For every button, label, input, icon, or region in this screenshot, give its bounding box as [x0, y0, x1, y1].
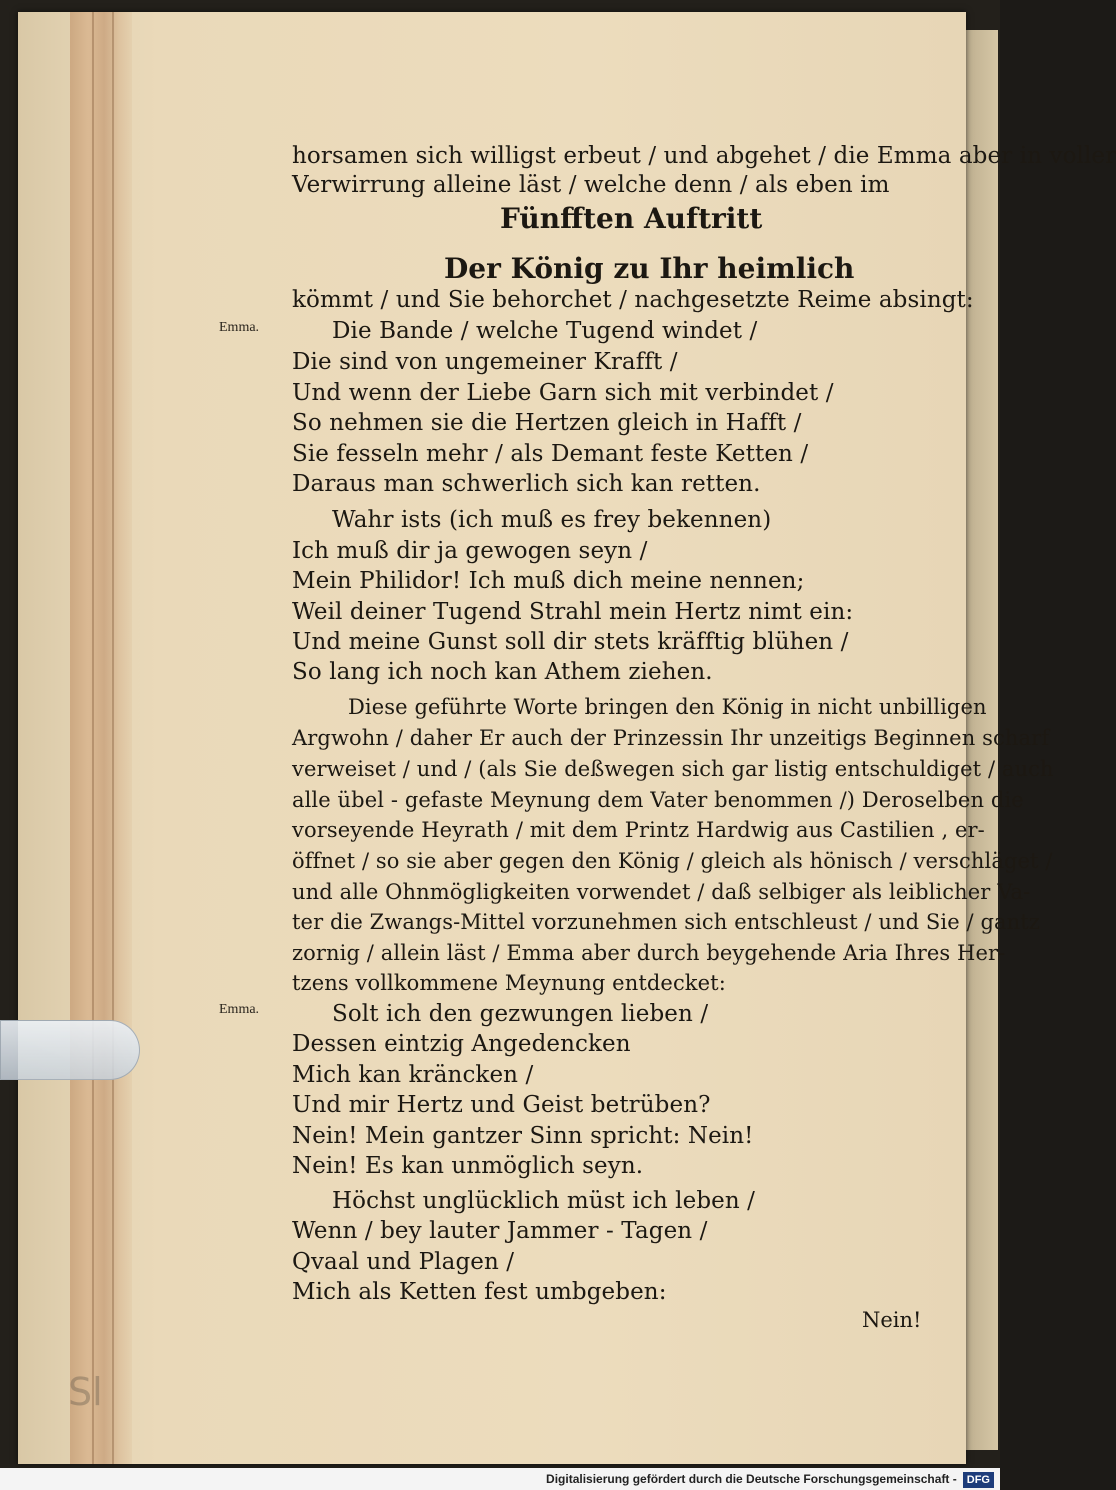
verse-line: Mein Philidor! Ich muß dich meine nennen; [292, 568, 805, 594]
prose-line: öffnet / so sie aber gegen den König / gleich als hönisch / verschläget / [292, 849, 1053, 873]
funding-note: Digitalisierung gefördert durch die Deutsche Forschungsgemeinschaft - [546, 1472, 957, 1486]
catchword: Nein! [862, 1308, 922, 1332]
verse-line: Sie fesseln mehr / als Demant feste Ketten / [292, 441, 809, 467]
verse-line: Die sind von ungemeiner Krafft / [292, 349, 678, 375]
verse-line: Wahr ists (ich muß es frey bekennen) [332, 507, 772, 533]
scene-heading: Fünfften Auftritt [500, 202, 763, 235]
footer-bar [0, 1468, 1000, 1490]
binding-crease [92, 12, 94, 1464]
scene-subheading: Der König zu Ihr heimlich [444, 252, 855, 285]
text-line: Verwirrung alleine läst / welche denn / als eben im [292, 172, 890, 198]
verse-line: So lang ich noch kan Athem ziehen. [292, 659, 713, 685]
scene-direction: kömmt / und Sie behorchet / nachgesetzte Reime absingt: [292, 287, 974, 313]
verse-line: Nein! Es kan unmöglich seyn. [292, 1153, 644, 1179]
verse-line: Mich kan kräncken / [292, 1062, 534, 1088]
verse-line: Dessen eintzig Angedencken [292, 1031, 631, 1057]
prose-line: vorseyende Heyrath / mit dem Printz Hardwig aus Castilien , er- [292, 818, 985, 842]
prose-line: alle übel - gefaste Meynung dem Vater benommen /) Deroselben die [292, 788, 1024, 812]
verse-line: Ich muß dir ja gewogen seyn / [292, 538, 648, 564]
verse-line: So nehmen sie die Hertzen gleich in Hafft / [292, 410, 802, 436]
verse-line: Die Bande / welche Tugend windet / [332, 318, 758, 344]
verse-line: Weil deiner Tugend Strahl mein Hertz nimt ein: [292, 599, 854, 625]
verse-line: Nein! Mein gantzer Sinn spricht: Nein! [292, 1123, 754, 1149]
verse-line: Mich als Ketten fest umbgeben: [292, 1279, 667, 1305]
speaker-label: Emma. [219, 320, 260, 335]
verse-line: Solt ich den gezwungen lieben / [332, 1001, 709, 1027]
prose-line: verweiset / und / (als Sie deßwegen sich gar listig entschuldiget / auch [292, 757, 1054, 781]
prose-line: Argwohn / daher Er auch der Prinzessin Ihr unzeitigs Beginnen scharf [292, 726, 1050, 750]
prose-line: zornig / allein läst / Emma aber durch beygehende Aria Ihres Her- [292, 941, 1006, 965]
prose-line: und alle Ohnmögligkeiten vorwendet / daß selbiger als leiblicher Va- [292, 880, 1031, 904]
verse-line: Qvaal und Plagen / [292, 1249, 515, 1275]
binding-crease [112, 12, 114, 1464]
speaker-label: Emma. [219, 1002, 260, 1017]
page-binding [70, 12, 132, 1464]
verse-line: Wenn / bey lauter Jammer - Tagen / [292, 1218, 708, 1244]
prose-line: ter die Zwangs-Mittel vorzunehmen sich entschleust / und Sie / gantz [292, 910, 1040, 934]
dfg-logo: DFG [963, 1472, 994, 1488]
verse-line: Daraus man schwerlich sich kan retten. [292, 471, 761, 497]
clip-tab [0, 1020, 140, 1080]
verse-line: Und mir Hertz und Geist betrüben? [292, 1092, 711, 1118]
prose-line: tzens vollkommene Meynung entdecket: [292, 971, 726, 995]
text-line: horsamen sich willigst erbeut / und abgehet / die Emma aber in voller [292, 143, 1116, 169]
shelf-mark-stamp: Sl [68, 1370, 103, 1414]
verse-line: Und wenn der Liebe Garn sich mit verbindet / [292, 380, 834, 406]
verse-line: Und meine Gunst soll dir stets kräfftig blühen / [292, 629, 849, 655]
prose-line: Diese geführte Worte bringen den König in nicht unbilligen [348, 695, 987, 719]
verse-line: Höchst unglücklich müst ich leben / [332, 1188, 756, 1214]
